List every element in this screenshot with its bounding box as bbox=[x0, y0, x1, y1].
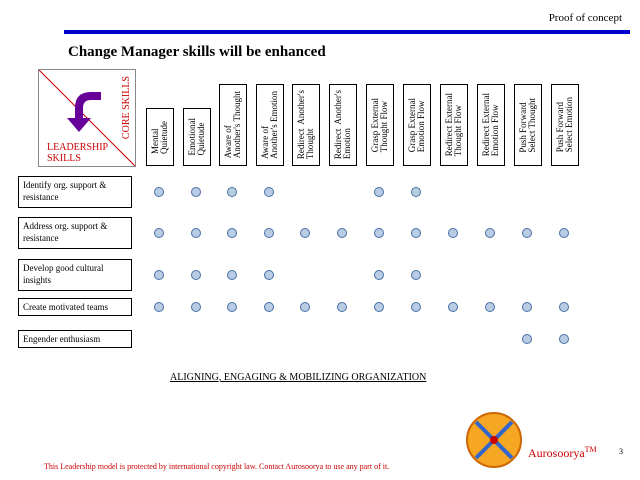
column-header-label: Redirect External Emotion Flow bbox=[481, 93, 500, 157]
skill-dot bbox=[522, 228, 532, 238]
column-header-label: Mental Quietude bbox=[150, 120, 169, 154]
skill-dot bbox=[448, 228, 458, 238]
column-header-label: Redirect Another's Emotion bbox=[333, 90, 352, 160]
skill-dot bbox=[154, 302, 164, 312]
skill-dot bbox=[485, 302, 495, 312]
column-header bbox=[292, 84, 320, 166]
bottom-caption: ALIGNING, ENGAGING & MOBILIZING ORGANIZATION bbox=[170, 372, 427, 383]
skill-dot bbox=[300, 302, 310, 312]
skill-dot bbox=[485, 228, 495, 238]
column-header-label: Aware of Another's Emotion bbox=[260, 91, 279, 159]
skills-corner-box bbox=[38, 69, 136, 167]
leadership-skills-label: LEADERSHIP SKILLS bbox=[47, 142, 108, 164]
aurosoorya-logo bbox=[464, 410, 524, 470]
skill-dot bbox=[411, 228, 421, 238]
brand-text: Aurosoorya bbox=[528, 446, 585, 460]
column-header-label: Aware of Another's Thought bbox=[223, 91, 242, 159]
skill-dot bbox=[264, 270, 274, 280]
row-label: Identify org. support & resistance bbox=[18, 176, 132, 208]
column-header bbox=[551, 84, 579, 166]
skill-dot bbox=[374, 270, 384, 280]
header-rule bbox=[64, 30, 630, 34]
row-label: Create motivated teams bbox=[18, 298, 132, 316]
column-header-label: Emotional Quietude bbox=[187, 118, 206, 156]
skill-dot bbox=[337, 302, 347, 312]
skill-dot bbox=[154, 187, 164, 197]
skill-dot bbox=[522, 302, 532, 312]
skill-dot bbox=[559, 334, 569, 344]
skill-dot bbox=[227, 270, 237, 280]
skill-dot bbox=[227, 187, 237, 197]
skill-dot bbox=[191, 187, 201, 197]
skill-dot bbox=[264, 187, 274, 197]
page-number: 3 bbox=[619, 447, 623, 456]
copyright-note: This Leadership model is protected by international copyright law. Contact Aurosoorya to use any part of it. bbox=[44, 462, 390, 471]
column-header bbox=[329, 84, 357, 166]
column-header bbox=[514, 84, 542, 166]
row-label: Engender enthusiasm bbox=[18, 330, 132, 348]
skill-dot bbox=[411, 270, 421, 280]
skill-dot bbox=[559, 302, 569, 312]
brand-name bbox=[528, 445, 597, 461]
column-header-label: Redirect Another's Thought bbox=[296, 90, 315, 160]
column-header bbox=[403, 84, 431, 166]
skill-dot bbox=[337, 228, 347, 238]
page-title: Change Manager skills will be enhanced bbox=[68, 44, 326, 60]
skill-dot bbox=[191, 270, 201, 280]
trademark-mark: TM bbox=[584, 445, 597, 454]
header-label: Proof of concept bbox=[548, 12, 622, 24]
skill-dot bbox=[227, 228, 237, 238]
skill-dot bbox=[227, 302, 237, 312]
skill-dot bbox=[191, 302, 201, 312]
skill-dot bbox=[374, 228, 384, 238]
row-label: Address org. support & resistance bbox=[18, 217, 132, 249]
skill-dot bbox=[191, 228, 201, 238]
skill-dot bbox=[374, 187, 384, 197]
column-header bbox=[219, 84, 247, 166]
column-header-label: Grasp External Thought Flow bbox=[370, 97, 389, 153]
column-header-label: Push Forward Select Thought bbox=[518, 97, 537, 153]
column-header-label: Grasp External Emotion Flow bbox=[407, 97, 426, 153]
skill-dot bbox=[448, 302, 458, 312]
skill-dot bbox=[411, 302, 421, 312]
skill-dot bbox=[522, 334, 532, 344]
column-header bbox=[440, 84, 468, 166]
column-header bbox=[477, 84, 505, 166]
curved-arrow-icon bbox=[67, 92, 101, 132]
column-header-label: Redirect External Thought Flow bbox=[444, 93, 463, 157]
skill-dot bbox=[264, 228, 274, 238]
column-header bbox=[366, 84, 394, 166]
row-label: Develop good cultural insights bbox=[18, 259, 132, 291]
column-header-label: Push Forward Select Emotion bbox=[555, 97, 574, 153]
column-header bbox=[183, 108, 211, 166]
skill-dot bbox=[374, 302, 384, 312]
column-header bbox=[146, 108, 174, 166]
skill-dot bbox=[411, 187, 421, 197]
skill-dot bbox=[154, 228, 164, 238]
skill-dot bbox=[264, 302, 274, 312]
skill-dot bbox=[154, 270, 164, 280]
core-skills-label: CORE SKILLS bbox=[121, 76, 132, 140]
skill-dot bbox=[559, 228, 569, 238]
skill-dot bbox=[300, 228, 310, 238]
column-header bbox=[256, 84, 284, 166]
